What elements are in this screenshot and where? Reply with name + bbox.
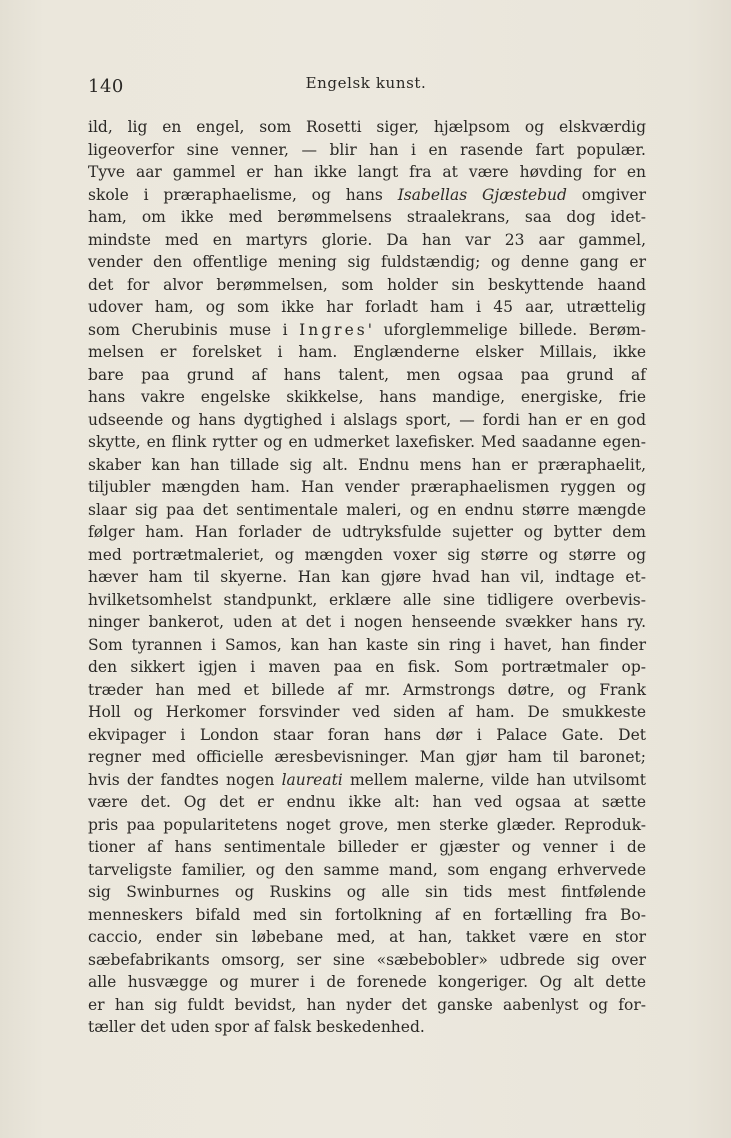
text-line: hvilketsomhelst standpunkt, erklære alle sine tidligere overbevis-	[88, 590, 646, 609]
text-line: skytte, en flink rytter og en udmerket laxefisker. Med saadanne egen-	[88, 433, 646, 451]
text-line: sig Swinburnes og Ruskins og alle sin tids mest fintfølende	[88, 883, 646, 901]
text-line: bare paa grund af hans talent, men ogsaa paa grund af	[88, 365, 646, 384]
text-line: tarveligste familier, og den samme mand, som engang erhvervede	[88, 860, 646, 879]
text-line: den sikkert igjen i maven paa en fisk. Som portrætmaler op-	[88, 658, 646, 676]
name-ingres-spaced: Ingres	[299, 320, 368, 339]
page-header	[86, 74, 646, 102]
text-line	[88, 184, 646, 207]
text-line: sæbefabrikants omsorg, ser sine «sæbebobler» udbrede sig over	[88, 950, 646, 969]
text-line: hæver ham til skyerne. Han kan gjøre hvad han vil, indtage et-	[88, 568, 646, 586]
text-line: regner med officielle æresbevisninger. Man gjør ham til baronet;	[88, 748, 646, 766]
text-line: tioner af hans sentimentale billeder er gjæster og venner i de	[88, 838, 646, 856]
text-line: ekvipager i London staar foran hans dør i Palace Gate. Det	[88, 725, 646, 744]
text-segment: mellem malerne, vilde han utvilsomt	[342, 770, 647, 789]
text-line: tiljubler mængden ham. Han vender præraphaelismen ryggen og	[88, 478, 646, 496]
text-line-last: tæller det uden spor af falsk beskedenhed.	[88, 1018, 425, 1036]
text-line: ligeoverfor sine venner, — blir han i en rasende fart populær.	[88, 140, 646, 159]
text-line: alle husvægge og murer i de forenede kongeriger. Og alt dette	[88, 973, 646, 991]
text-segment: som Cherubinis muse i	[88, 320, 300, 339]
text-line: skaber kan han tillade sig alt. Endnu mens han er præraphaelit,	[88, 455, 646, 474]
text-line: udseende og hans dygtighed i alslags sport, — fordi han er en god	[88, 410, 646, 429]
text-line: det for alvor berømmelsen, som holder sin beskyttende haand	[88, 275, 646, 294]
text-line: følger ham. Han forlader de udtryksfulde sujetter og bytter dem	[88, 523, 646, 541]
text-line: ham, om ikke med berømmelsens straalekrans, saa dog idet-	[88, 208, 646, 226]
text-line: hans vakre engelske skikkelse, hans mandige, energiske, frie	[88, 388, 646, 406]
text-line	[88, 769, 646, 792]
text-line: Holl og Herkomer forsvinder ved siden af ham. De smukkeste	[88, 703, 646, 721]
text-line: slaar sig paa det sentimentale maleri, og en endnu større mængde	[88, 500, 646, 519]
text-segment: skole i præraphaelisme, og hans	[88, 185, 398, 204]
text-line	[88, 319, 646, 342]
text-line: er han sig fuldt bevidst, han nyder det ganske aabenlyst og for-	[88, 995, 646, 1014]
text-line: mindste med en martyrs glorie. Da han var 23 aar gammel,	[88, 230, 646, 249]
painting-title-isabellas-gjaestebud: Isabellas Gjæstebud	[397, 185, 567, 204]
text-line: træder han med et billede af mr. Armstrongs døtre, og Frank	[88, 680, 646, 699]
text-line: være det. Og det er endnu ikke alt: han ved ogsaa at sætte	[88, 793, 646, 811]
text-line: melsen er forelsket i ham. Englænderne elsker Millais, ikke	[88, 343, 646, 361]
text-line: menneskers bifald med sin fortolkning af en fortælling fra Bo-	[88, 905, 646, 924]
text-line: med portrætmaleriet, og mængden voxer sig større og større og	[88, 545, 646, 564]
text-segment: omgiver	[566, 185, 646, 204]
page-number: 140	[88, 76, 124, 97]
body-paragraph	[88, 116, 646, 1039]
text-segment: ' uforglemmelige billede. Berøm-	[367, 320, 646, 339]
text-segment: hvis der fandtes nogen	[88, 770, 282, 789]
term-laureati: laureati	[281, 770, 343, 789]
running-title: Engelsk kunst.	[305, 74, 427, 92]
text-line: Tyve aar gammel er han ikke langt fra at være høvding for en	[88, 163, 646, 181]
text-line: vender den offentlige mening sig fuldstændig; og denne gang er	[88, 253, 646, 271]
text-line: ninger bankerot, uden at det i nogen henseende svækker hans ry.	[88, 613, 646, 631]
text-line: pris paa popularitetens noget grove, men sterke glæder. Reproduk-	[88, 815, 646, 834]
text-line: ild, lig en engel, som Rosetti siger, hjælpsom og elskværdig	[88, 118, 646, 136]
text-line: caccio, ender sin løbebane med, at han, takket være en stor	[88, 928, 646, 946]
text-line: udover ham, og som ikke har forladt ham i 45 aar, utrættelig	[88, 298, 646, 316]
text-line: Som tyrannen i Samos, kan han kaste sin ring i havet, han finder	[88, 635, 646, 654]
